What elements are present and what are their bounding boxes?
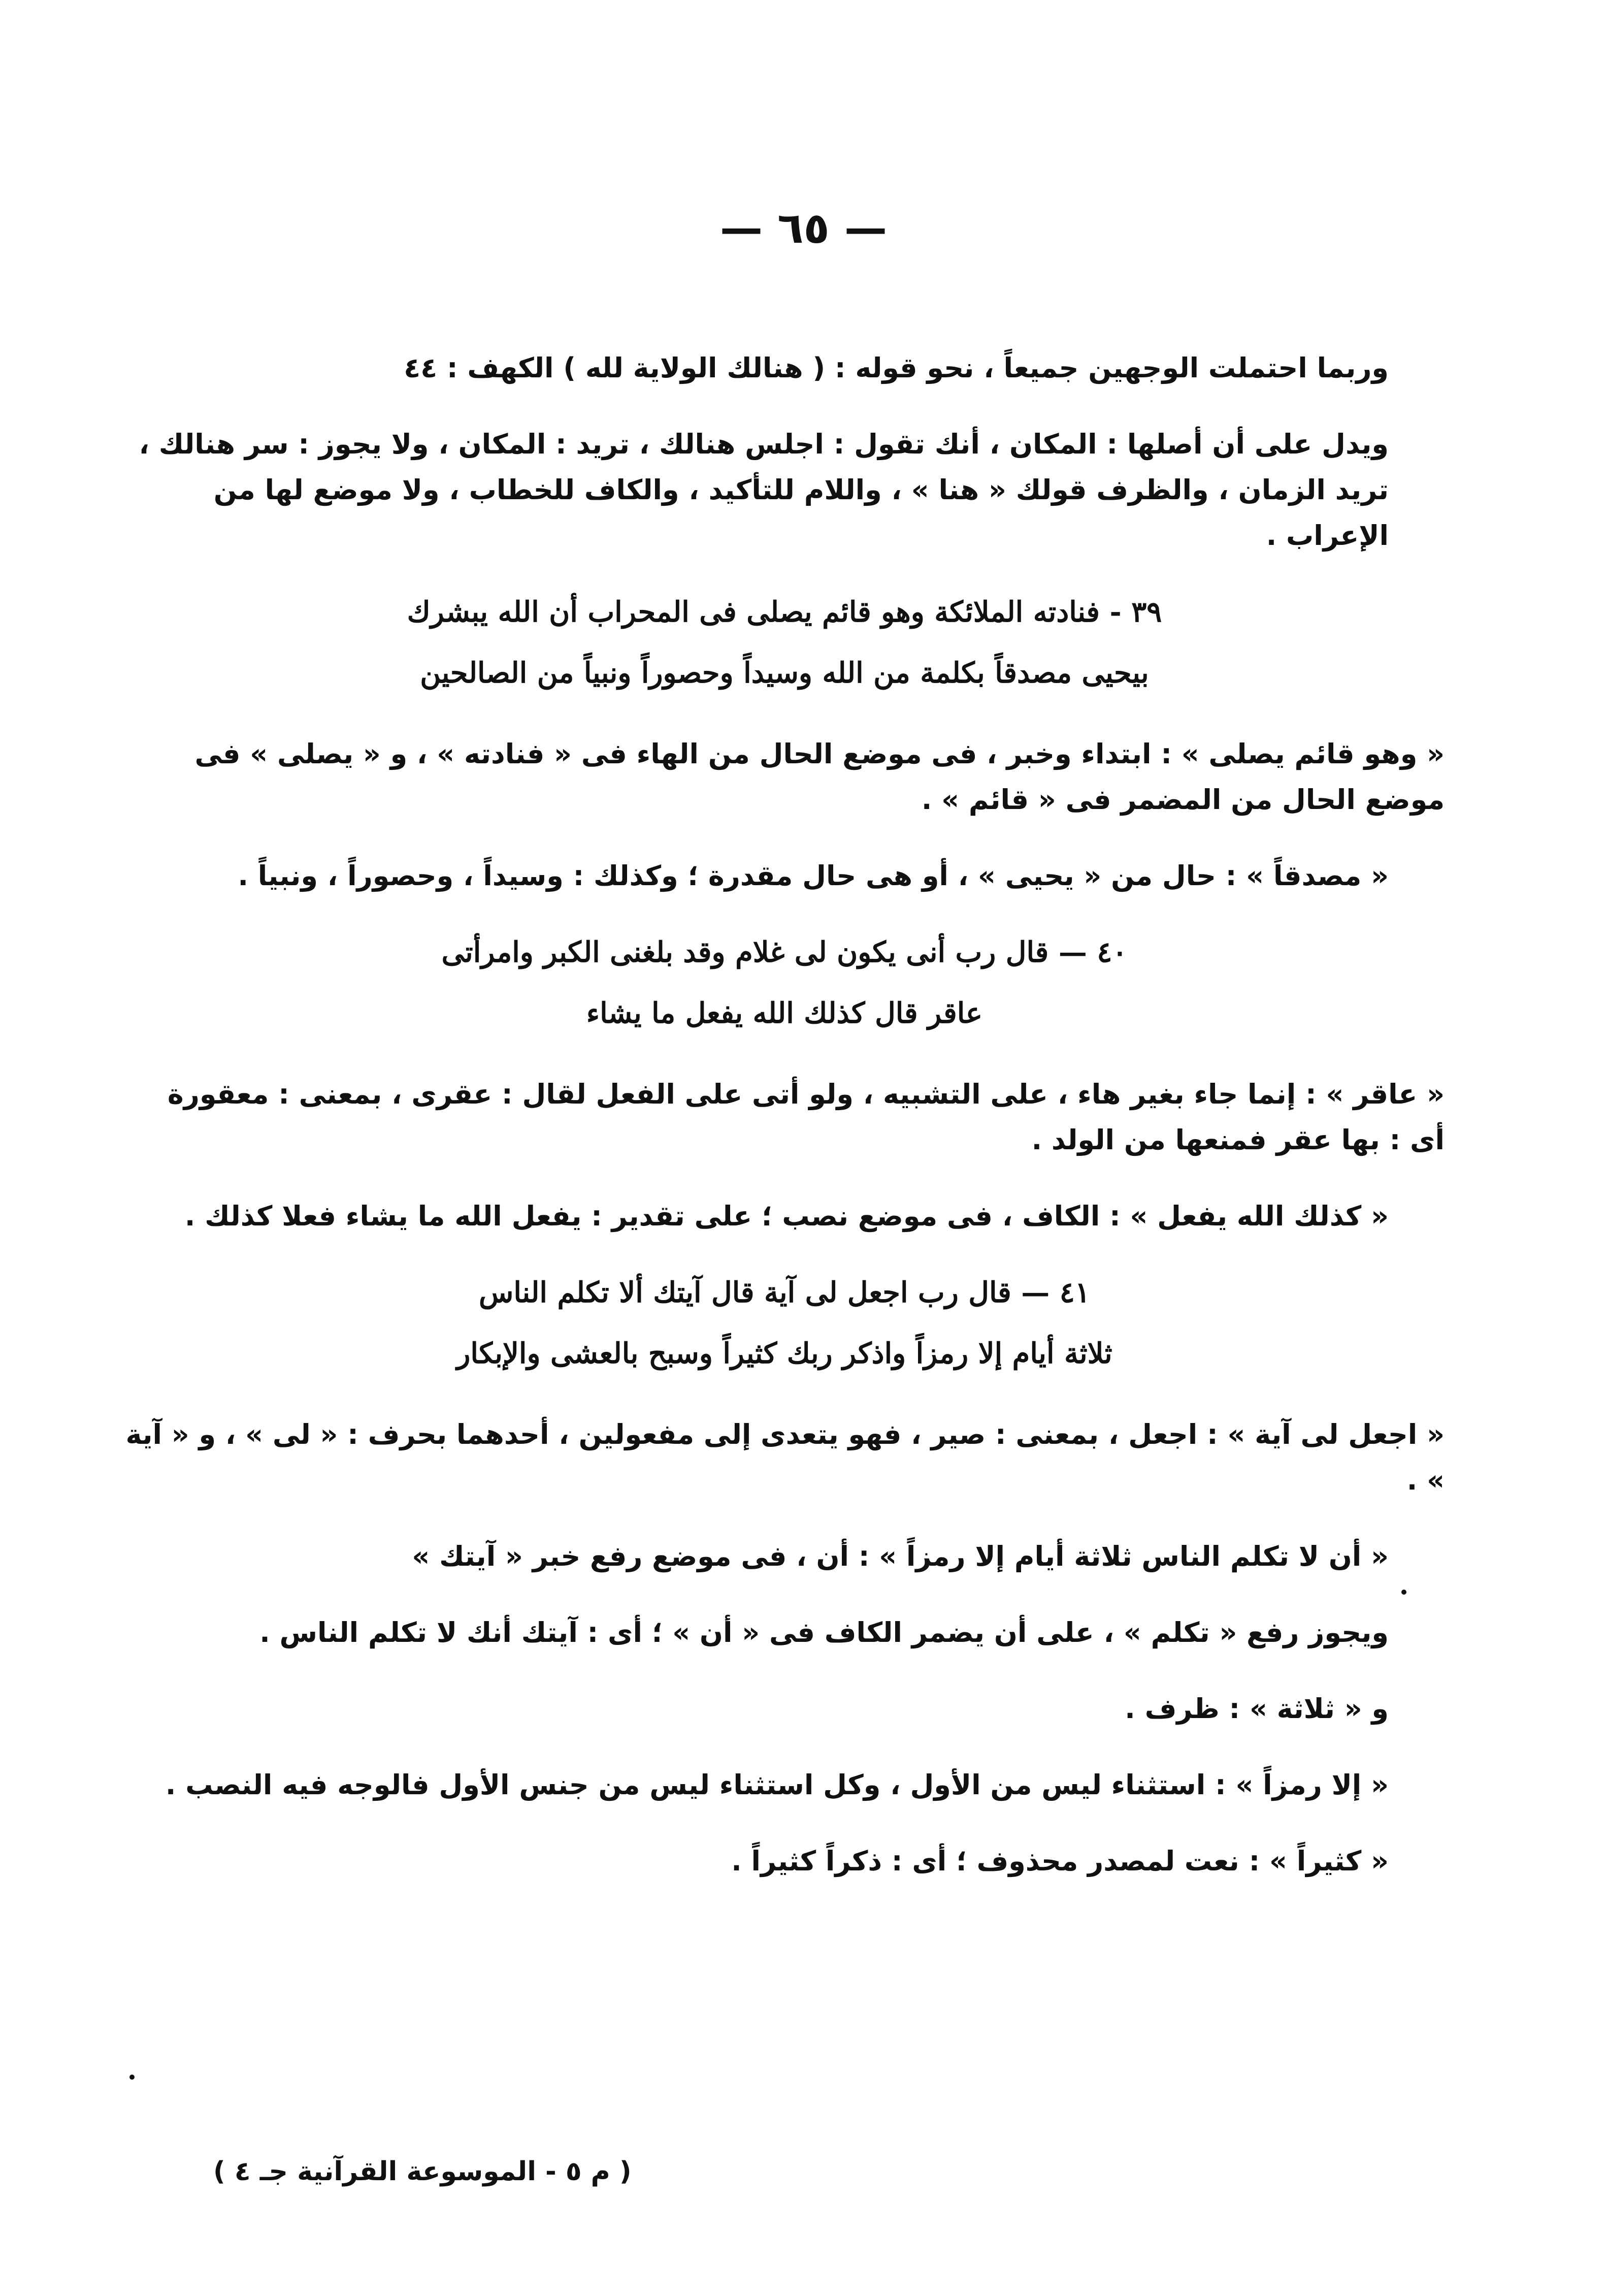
commentary-paragraph: « عاقر » : إنما جاء بغير هاء ، على التشبيه ، ولو أتى على الفعل لقال : عقرى ، بمعنى : معقورة أى : بها عقر فمنعها من الولد . <box>167 1078 1445 1156</box>
scan-speck <box>1401 1590 1406 1595</box>
commentary-paragraph: ويجوز رفع « تكلم » ، على أن يضمر الكاف فى « أن » ؛ أى : آيتك أنك لا تكلم الناس . <box>259 1616 1389 1648</box>
verse-block <box>124 589 1445 696</box>
commentary-paragraph: و « ثلاثة » : ظرف . <box>1125 1693 1389 1725</box>
commentary-paragraph: « كثيراً » : نعت لمصدر محذوف ؛ أى : ذكراً كثيراً . <box>731 1845 1389 1877</box>
commentary-paragraph: وربما احتملت الوجهين جميعاً ، نحو قوله : ( هنالك الولاية لله ) الكهف : ٤٤ <box>404 352 1389 384</box>
commentary-paragraph: « كذلك الله يفعل » : الكاف ، فى موضع نصب ؛ على تقدير : يفعل الله ما يشاء فعلا كذلك . <box>184 1200 1389 1232</box>
verse-line: ٣٩ - فنادته الملائكة وهو قائم يصلى فى المحراب أن الله يبشرك <box>407 595 1162 629</box>
page-number: — ٦٥ — <box>719 203 888 253</box>
commentary-paragraph: « اجعل لى آية » : اجعل ، بمعنى : صير ، فهو يتعدى إلى مفعولين ، أحدهما بحرف : « لى » ، و « آية » . <box>125 1418 1445 1496</box>
verse-line: عاقر قال كذلك الله يفعل ما يشاء <box>586 996 983 1030</box>
commentary-paragraph: « وهو قائم يصلى » : ابتداء وخبر ، فى موضع الحال من الهاء فى « فنادته » ، و « يصلى » فى موضع الحال من المضمر فى « قائم » . <box>194 738 1445 816</box>
scan-speck <box>129 2075 135 2080</box>
verse-line: بيحيى مصدقاً بكلمة من الله وسيداً وحصوراً ونبياً من الصالحين <box>420 656 1149 690</box>
verse-line: ٤٠ — قال رب أنى يكون لى غلام وقد بلغنى الكبر وامرأتى <box>441 935 1128 969</box>
commentary-paragraph: « إلا رمزاً » : استثناء ليس من الأول ، وكل استثناء ليس من جنس الأول فالوجه فيه النصب . <box>165 1769 1389 1801</box>
commentary-paragraph: « مصدقاً » : حال من « يحيى » ، أو هى حال مقدرة ؛ وكذلك : وسيداً ، وحصوراً ، ونبياً . <box>238 860 1389 892</box>
body-text <box>124 345 1445 1915</box>
verse-block <box>124 1270 1445 1376</box>
footer-citation: ( م ٥ - الموسوعة القرآنية جـ ٤ ) <box>213 2156 632 2187</box>
commentary-paragraph: ويدل على أن أصلها : المكان ، أنك تقول : اجلس هنالك ، تريد : المكان ، ولا يجوز : سر هنالك ، تريد الزمان ، والظرف قولك « هنا » ، واللام للتأكيد ، والكاف للخطاب ، ولا موضع لها من الإعراب . <box>139 428 1389 552</box>
verse-line: ثلاثة أيام إلا رمزاً واذكر ربك كثيراً وسبح بالعشى والإبكار <box>456 1337 1112 1370</box>
verse-line: ٤١ — قال رب اجعل لى آية قال آيتك ألا تكلم الناس <box>479 1276 1090 1309</box>
commentary-paragraph: « أن لا تكلم الناس ثلاثة أيام إلا رمزاً » : أن ، فى موضع رفع خبر « آيتك » <box>412 1540 1389 1572</box>
verse-block <box>124 929 1445 1036</box>
